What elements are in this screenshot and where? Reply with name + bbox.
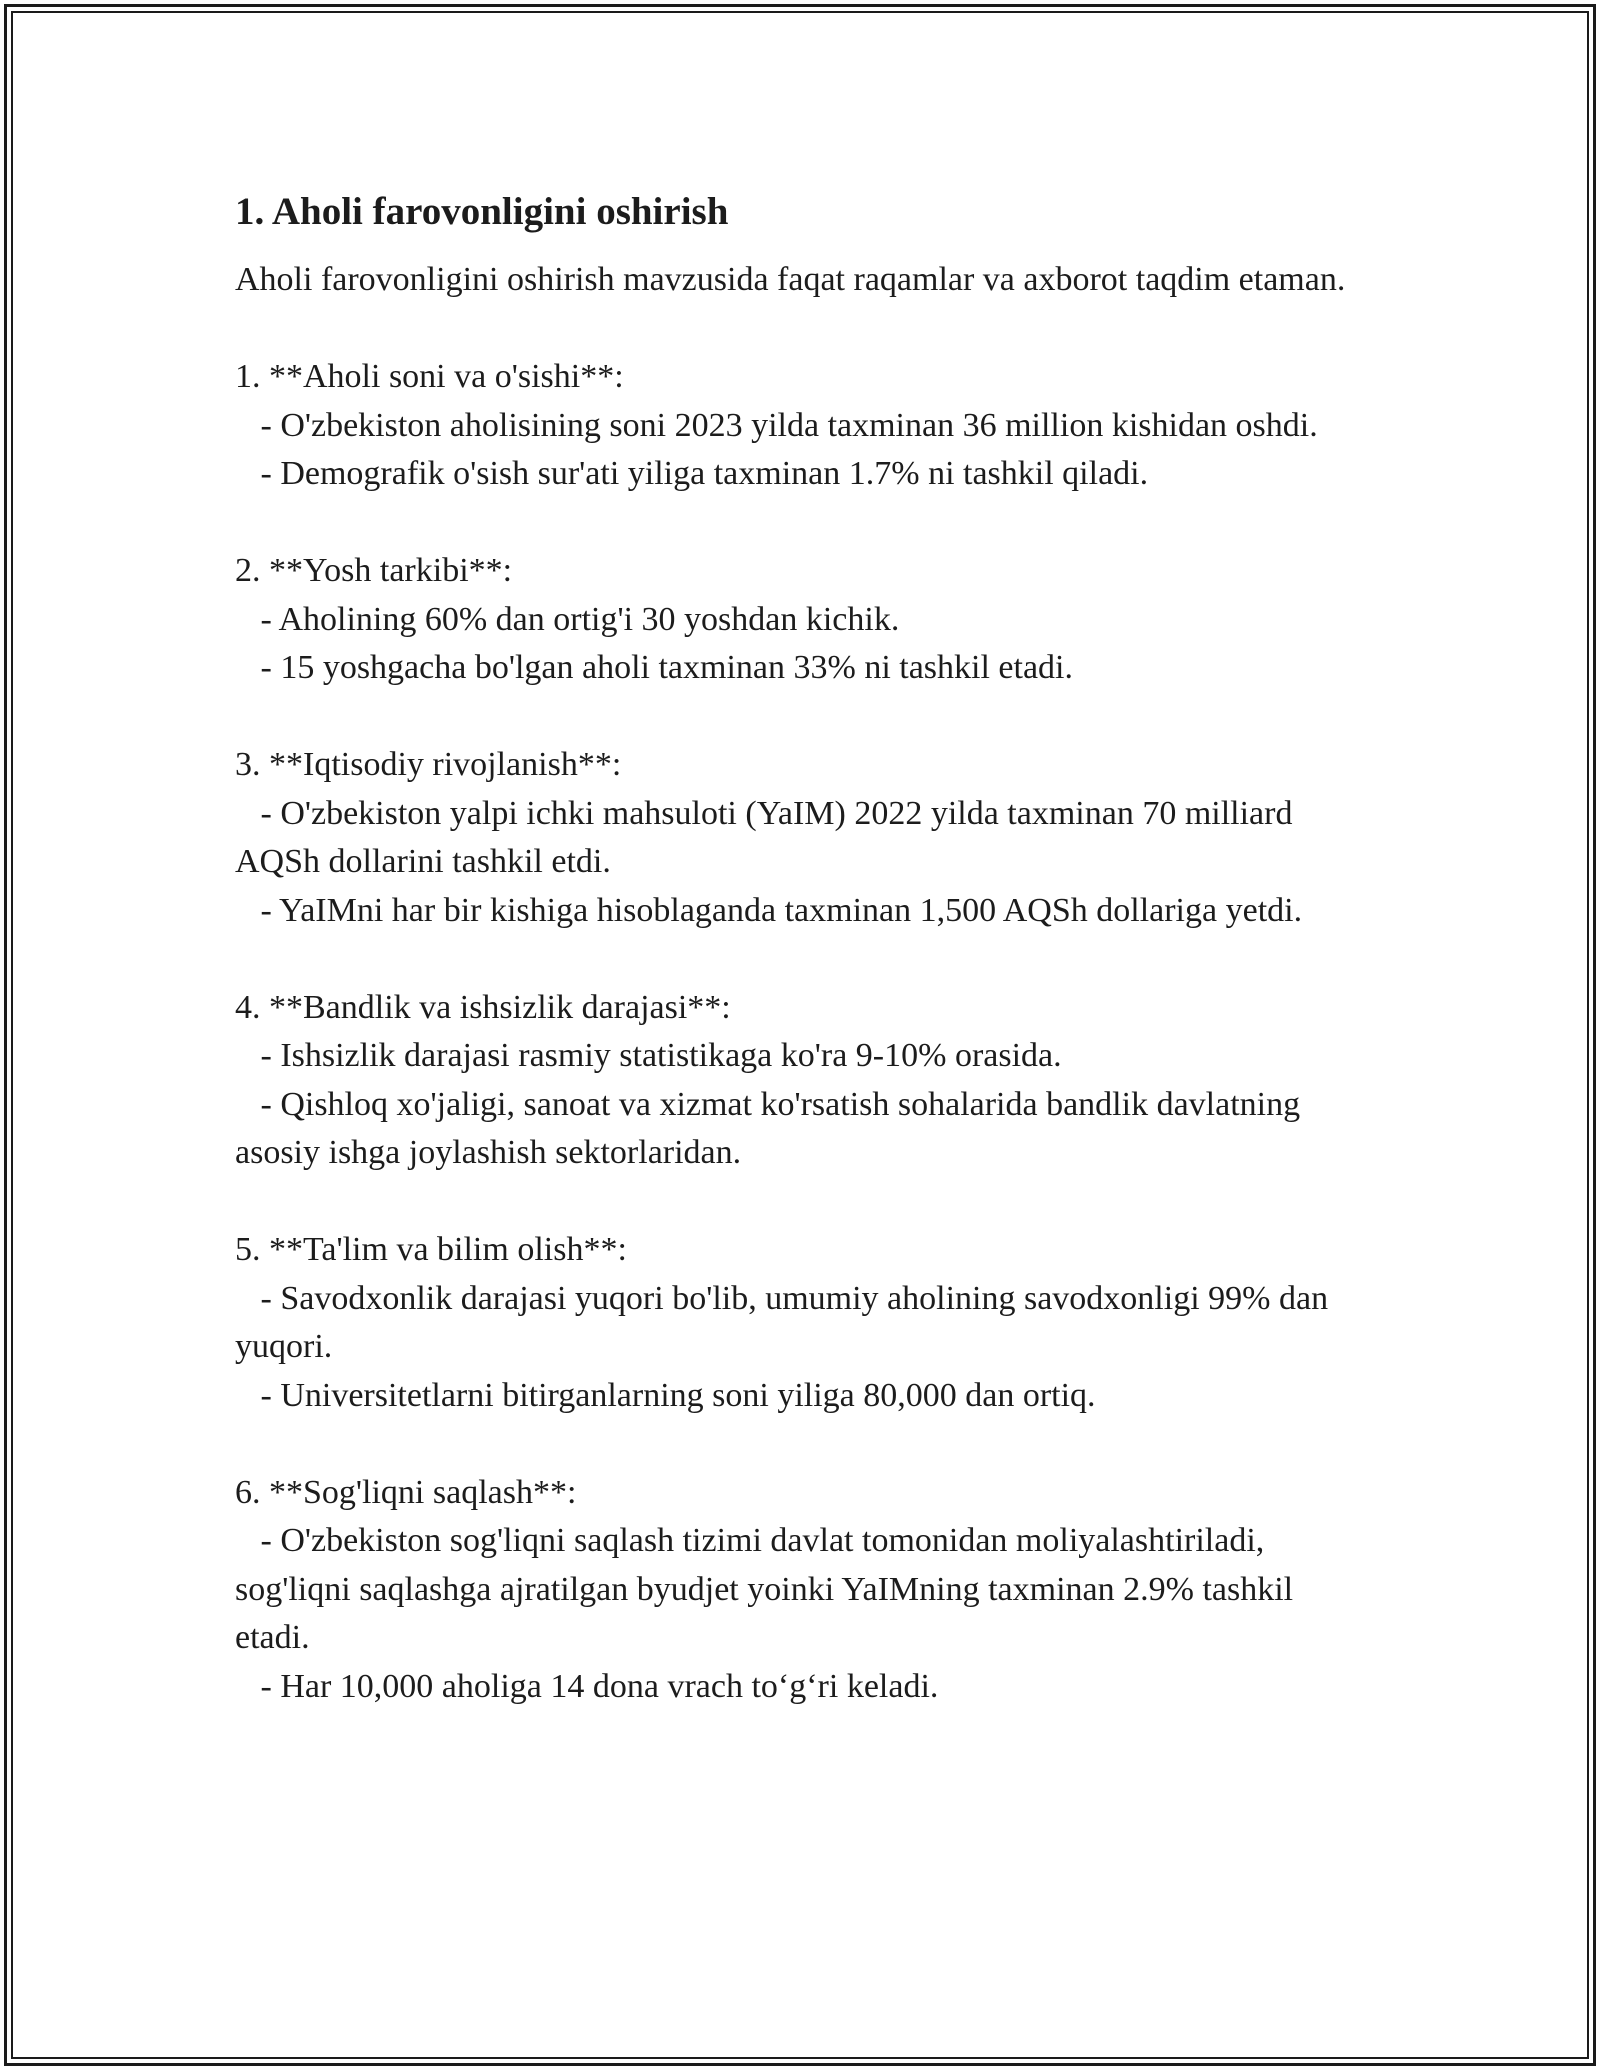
- list-item: - Har 10,000 aholiga 14 dona vrach to‘g‘ri keladi.: [235, 1667, 939, 1705]
- section-employment: [235, 984, 1370, 1178]
- section-education: [235, 1226, 1370, 1420]
- section-heading: 3. **Iqtisodiy rivojlanish**:: [235, 746, 622, 783]
- list-item: - Savodxonlik darajasi yuqori bo'lib, umumiy aholining savodxonligi 99% dan yuqori.: [235, 1279, 1337, 1365]
- list-item: - O'zbekiston yalpi ichki mahsuloti (YaIM) 2022 yilda taxminan 70 milliard AQSh dollarini tashkil etdi.: [235, 794, 1300, 880]
- section-population: [235, 353, 1370, 499]
- list-item: - Aholining 60% dan ortig'i 30 yoshdan kichik.: [235, 600, 900, 638]
- document-body: [235, 180, 1370, 1711]
- section-healthcare: [235, 1469, 1370, 1712]
- list-item: - O'zbekiston aholisining soni 2023 yilda taxminan 36 million kishidan oshdi.: [235, 406, 1318, 444]
- section-heading: 5. **Ta'lim va bilim olish**:: [235, 1231, 627, 1268]
- document-title: 1. Aholi farovonligini oshirish: [235, 190, 729, 233]
- section-age-structure: [235, 547, 1370, 693]
- list-item: - Demografik o'sish sur'ati yiliga taxminan 1.7% ni tashkil qiladi.: [235, 455, 1149, 492]
- list-item: - Qishloq xo'jaligi, sanoat va xizmat ko'rsatish sohalarida bandlik davlatning asosiy ishga joylashish sektorlaridan.: [235, 1085, 1309, 1171]
- section-heading: 4. **Bandlik va ishsizlik darajasi**:: [235, 988, 731, 1026]
- list-item: - O'zbekiston sog'liqni saqlash tizimi davlat tomonidan moliyalashtiriladi, sog'liqni saqlashga ajratilgan byudjet yoinki YaIMning taxminan 2.9% tashkil etadi.: [235, 1522, 1302, 1656]
- section-heading: 1. **Aholi soni va o'sishi**:: [235, 358, 624, 395]
- section-heading: 6. **Sog'liqni saqlash**:: [235, 1473, 577, 1511]
- list-item: - Ishsizlik darajasi rasmiy statistikaga ko'ra 9-10% orasida.: [235, 1037, 1062, 1074]
- list-item: - Universitetlarni bitirganlarning soni yiliga 80,000 dan ortiq.: [235, 1376, 1096, 1414]
- intro-paragraph: Aholi farovonligini oshirish mavzusida faqat raqamlar va axborot taqdim etaman.: [235, 261, 1346, 298]
- section-economy: [235, 741, 1370, 935]
- list-item: - 15 yoshgacha bo'lgan aholi taxminan 33% ni tashkil etadi.: [235, 649, 1073, 686]
- list-item: - YaIMni har bir kishiga hisoblaganda taxminan 1,500 AQSh dollariga yetdi.: [235, 891, 1303, 929]
- section-heading: 2. **Yosh tarkibi**:: [235, 552, 513, 589]
